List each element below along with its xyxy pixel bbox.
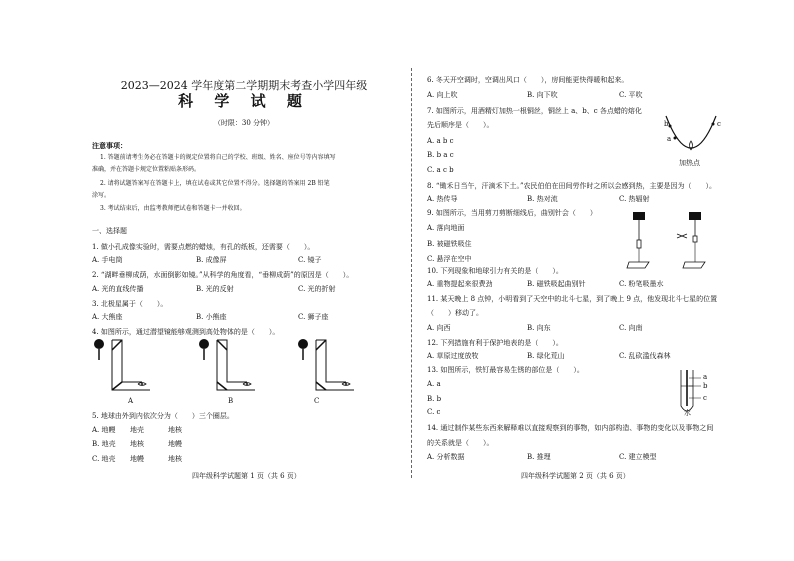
page-footer-1: 四年级科学试题第 1 页（共 6 页） xyxy=(192,472,301,480)
q4-label-c: C xyxy=(314,397,320,405)
q1-option-c: C. 镜子 xyxy=(298,256,322,264)
heating-point-caption: 加热点 xyxy=(679,159,700,167)
q10-option-a: A. 重物提起来很费劲 xyxy=(427,280,493,288)
q7-label-b: b xyxy=(664,120,669,128)
q1-option-a: A. 手电筒 xyxy=(92,256,123,264)
q8-option-a: A. 热传导 xyxy=(427,195,458,203)
q5-option-b-2: 地核 xyxy=(130,440,144,448)
q8-option-c: C. 热辐射 xyxy=(619,195,650,203)
right-page xyxy=(427,60,721,490)
question-13: 13. 如图所示，铁钉最容易生锈的部位是（ ）。 xyxy=(427,366,584,374)
q5-option-b-3: 地幔 xyxy=(168,440,182,448)
left-page xyxy=(88,60,400,490)
q3-option-c: C. 狮子座 xyxy=(298,313,329,321)
magnet-paperclip-diagram xyxy=(625,208,721,270)
q9-option-a: A. 落向地面 xyxy=(427,224,465,232)
q12-option-c: C. 乱砍滥伐森林 xyxy=(619,352,671,360)
periscope-diagram-c xyxy=(296,338,356,396)
question-14b: 的关系就是（ ）。 xyxy=(427,439,494,447)
q13-option-c: C. c xyxy=(427,408,441,416)
q13-label-c: c xyxy=(703,394,707,402)
question-9: 9. 如图所示，当用剪刀剪断细线后，曲别针会（ ） xyxy=(427,209,597,217)
q5-option-a-3: 地核 xyxy=(168,426,182,434)
q10-option-c: C. 粉笔吸墨水 xyxy=(619,280,664,288)
q3-option-a: A. 大熊座 xyxy=(92,313,123,321)
q2-option-c: C. 光的折射 xyxy=(298,285,336,293)
question-6: 6. 冬天开空调时，空调出风口（ ），房间能更快得暖和起来。 xyxy=(427,76,629,84)
question-14a: 14. 通过制作某些东西来解释难以直接观察到的事物，如内部构造、事物的变化以及事物之间 xyxy=(427,424,714,432)
q11-option-a: A. 向西 xyxy=(427,324,451,332)
subject-title: 科 学 试 题 xyxy=(178,92,310,110)
test-tube-nail-diagram xyxy=(675,368,719,420)
page-divider xyxy=(411,68,412,478)
q13-option-b: B. b xyxy=(427,395,442,403)
q13-water-label: 水 xyxy=(684,409,691,417)
q5-option-c-3: 地核 xyxy=(168,455,182,463)
q5-option-b-1: B. 地壳 xyxy=(92,440,116,448)
q3-option-b: B. 小熊座 xyxy=(196,313,227,321)
q1-option-b: B. 成像屏 xyxy=(196,256,227,264)
notice-3: 3. 考试结束后，由监考教师把试卷和答题卡一并收回。 xyxy=(100,205,246,212)
q7-option-a: A. a b c xyxy=(427,137,454,145)
q7-label-a: a xyxy=(667,135,672,143)
periscope-diagram-b xyxy=(197,338,257,396)
notice-title: 注意事项： xyxy=(92,141,127,150)
q13-label-a: a xyxy=(703,373,708,381)
q4-label-a: A xyxy=(128,397,134,405)
q5-option-c-2: 地幔 xyxy=(130,455,144,463)
question-11a: 11. 某天晚上 8 点钟，小明看到了天空中的北斗七星，到了晚上 9 点，他发现北斗七星的位置 xyxy=(427,295,718,303)
notice-2b: 涂写。 xyxy=(92,192,111,199)
notice-1a: 1. 答题前请考生务必在答题卡的规定位置将自己的学校、班级、姓名、座位号等内容填写 xyxy=(100,154,336,161)
q8-option-b: B. 热对流 xyxy=(527,195,558,203)
q12-option-a: A. 草原过度放牧 xyxy=(427,352,479,360)
exam-title: 2023—2024 学年度第二学期期末考查小学四年级 xyxy=(120,79,368,92)
question-3: 3. 北极星属于（ ）。 xyxy=(92,300,168,308)
time-limit: （时限：30 分钟） xyxy=(213,119,275,127)
periscope-diagram-a xyxy=(92,338,152,396)
question-1: 1. 做小孔成像实验时，需要点燃的蜡烛，有孔的纸板，还需要（ ）。 xyxy=(92,243,315,251)
notice-2a: 2. 请将试题答案写在答题卡上，填在试卷或其它位置不得分。选择题的答案用 2B 铅笔 xyxy=(100,180,330,187)
question-12: 12. 下列措施有利于保护地表的是（ ）。 xyxy=(427,339,563,347)
section-heading: 一、选择题 xyxy=(92,227,127,235)
q6-option-b: B. 向下吹 xyxy=(527,91,558,99)
notice-1b: 准确，并在答题卡规定位置粘贴条形码。 xyxy=(92,166,201,173)
q5-option-a-2: 地壳 xyxy=(130,426,144,434)
q2-option-b: B. 光的反射 xyxy=(196,285,234,293)
question-8: 8. “锄禾日当午，汗滴禾下土。”农民伯伯在田间劳作时之所以会感到热，主要是因为（ ）。 xyxy=(427,182,717,190)
q11-option-c: C. 向南 xyxy=(619,324,643,332)
q14-option-b: B. 推理 xyxy=(527,453,551,461)
q12-option-b: B. 绿化荒山 xyxy=(527,352,565,360)
q7-option-c: C. a c b xyxy=(427,166,454,174)
question-5: 5. 地球由外到内依次分为（ ）三个圈层。 xyxy=(92,412,234,420)
question-11b: （ ）移动了。 xyxy=(427,309,483,317)
q4-label-b: B xyxy=(228,397,234,405)
question-10: 10. 下列现象和地球引力有关的是（ ）。 xyxy=(427,267,563,275)
q13-label-b: b xyxy=(703,382,708,390)
question-7a: 7. 如图所示，用酒精灯加热一根铜丝，铜丝上 a、b、c 各点蜡的熔化 xyxy=(427,107,642,115)
q13-option-a: A. a xyxy=(427,380,441,388)
page-footer-2: 四年级科学试题第 2 页（共 6 页） xyxy=(521,472,630,480)
q6-option-c: C. 平吹 xyxy=(619,91,643,99)
question-4: 4. 如图所示，通过潜望镜能够观测到高处物体的是（ ）。 xyxy=(92,328,280,336)
q5-option-a-1: A. 地幔 xyxy=(92,426,116,434)
q10-option-b: B. 磁铁吸起曲别针 xyxy=(527,280,586,288)
q14-option-c: C. 建立模型 xyxy=(619,453,657,461)
q5-option-c-1: C. 地壳 xyxy=(92,455,116,463)
q14-option-a: A. 分析数据 xyxy=(427,453,465,461)
q7-option-b: B. b a c xyxy=(427,151,454,159)
q7-label-c: c xyxy=(717,120,721,128)
q2-option-a: A. 光的直线传播 xyxy=(92,285,144,293)
question-2: 2. “湖畔垂柳成荫，水面倒影如镜。”从科学的角度看，“垂柳成荫”的原因是（ ）。 xyxy=(92,271,354,279)
q9-option-b: B. 被磁铁吸住 xyxy=(427,240,472,248)
q9-option-c: C. 悬浮在空中 xyxy=(427,255,472,263)
q6-option-a: A. 向上吹 xyxy=(427,91,458,99)
question-7b: 先后顺序是（ ）。 xyxy=(427,121,494,129)
q11-option-b: B. 向东 xyxy=(527,324,551,332)
